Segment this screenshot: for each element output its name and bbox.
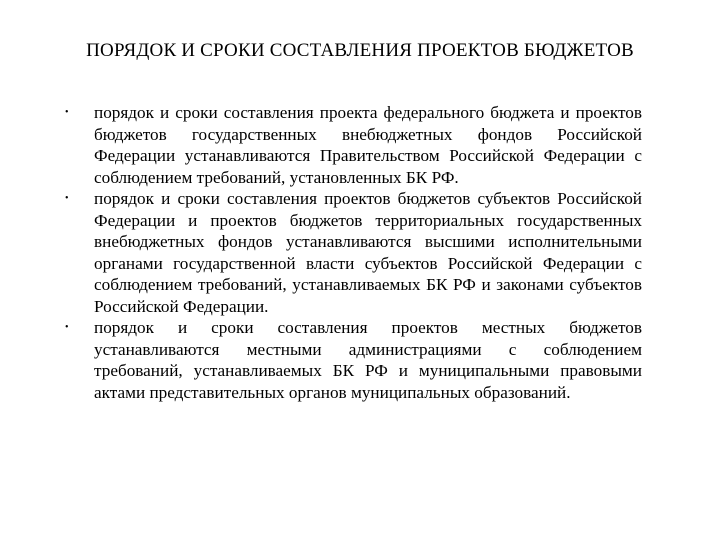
bullet-text: порядок и сроки составления проекта федерального бюджета и проектов бюджетов государственных внебюджетных фондов Российской Федерации устанавливаются Правительством Российской Федерации с соблюдением требований, установленных БК РФ. [94, 103, 642, 187]
bullet-dot-icon: • [65, 193, 69, 204]
bullet-list [60, 102, 642, 403]
bullet-item [60, 317, 642, 403]
bullet-item [60, 188, 642, 317]
slide-title: ПОРЯДОК И СРОКИ СОСТАВЛЕНИЯ ПРОЕКТОВ БЮДЖЕТОВ [86, 40, 634, 61]
bullet-dot-icon: • [65, 107, 69, 118]
bullet-text: порядок и сроки составления проектов местных бюджетов устанавливаются местными администрациями с соблюдением требований, устанавливаемых БК РФ и муниципальными правовыми актами представительных органов муниципальных образований. [94, 318, 642, 402]
bullet-item [60, 102, 642, 188]
bullet-dot-icon: • [65, 322, 69, 333]
bullet-text: порядок и сроки составления проектов бюджетов субъектов Российской Федерации и проектов бюджетов территориальных государственных внебюджетных фондов устанавливаются высшими исполнительными органами государственной власти субъектов Российской Федерации с соблюдением требований, устанавливаемых БК РФ и законами субъектов Российской Федерации. [94, 189, 642, 316]
